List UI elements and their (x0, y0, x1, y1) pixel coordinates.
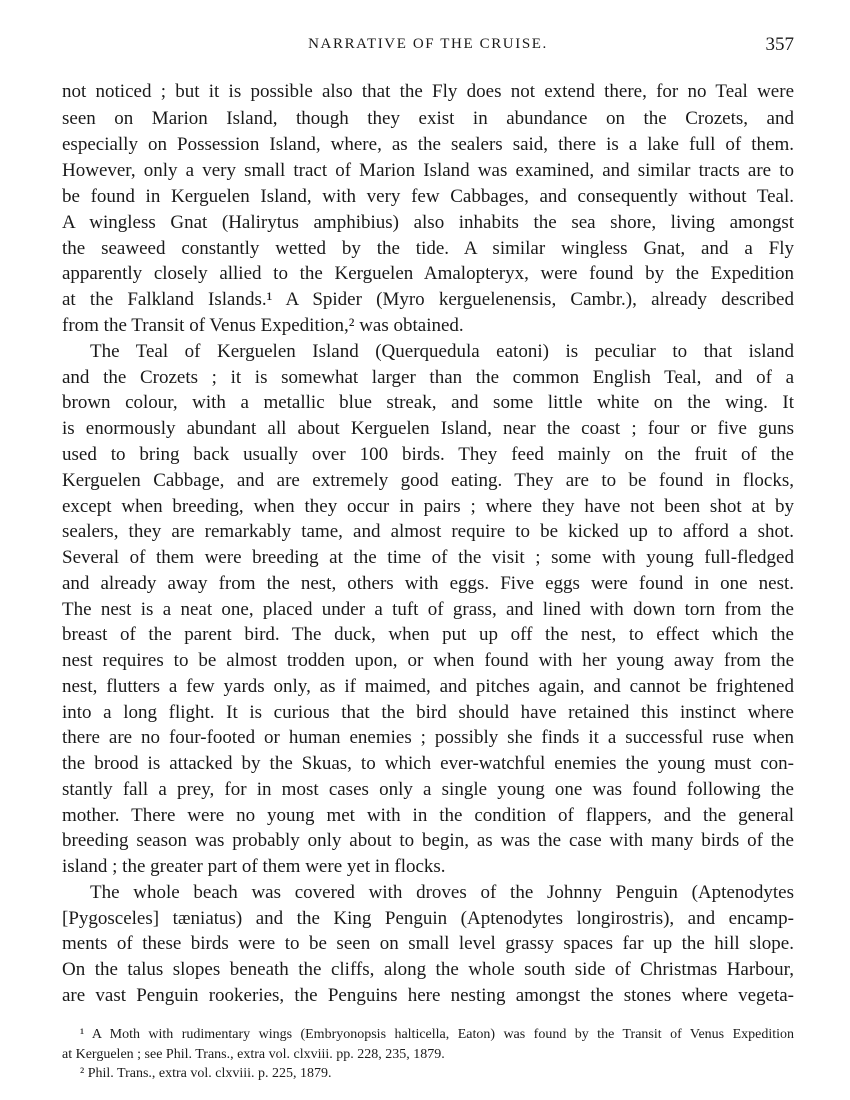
text-line: Kerguelen Cabbage, and are extremely good eating. They are to be found in flocks, (62, 470, 794, 491)
text-line: However, only a very small tract of Marion Island was examined, and similar tracts are to (62, 160, 794, 181)
text-line: apparently closely allied to the Kerguelen Amalopteryx, were found by the Expedition (62, 263, 794, 284)
text-line: nest, flutters a few yards only, as if maimed, and pitches again, and cannot be frightened (62, 676, 794, 697)
running-title: NARRATIVE OF THE CRUISE. (308, 36, 548, 52)
text-line: breast of the parent bird. The duck, when put up off the nest, to effect which the (62, 624, 794, 645)
text-line: especially on Possession Island, where, as the sealers said, there is a lake full of them. (62, 134, 794, 155)
page-number: 357 (765, 34, 794, 55)
text-line: sealers, they are remarkably tame, and almost require to be kicked up to afford a shot. (62, 521, 794, 542)
footnote-line: ² Phil. Trans., extra vol. clxviii. p. 225, 1879. (80, 1066, 332, 1081)
text-line: Several of them were breeding at the time of the visit ; some with young full-fledged (62, 547, 794, 568)
text-line: into a long flight. It is curious that the bird should have retained this instinct where (62, 702, 794, 723)
text-line: The nest is a neat one, placed under a tuft of grass, and lined with down torn from the (62, 599, 794, 620)
text-line: there are no four-footed or human enemies ; possibly she finds it a successful ruse when (62, 727, 794, 748)
text-line: breeding season was probably only about to begin, as was the case with many birds of the (62, 830, 794, 851)
text-line: and the Crozets ; it is somewhat larger than the common English Teal, and of a (62, 367, 794, 388)
text-line: island ; the greater part of them were yet in flocks. (62, 856, 446, 877)
text-line: except when breeding, when they occur in pairs ; where they have not been shot at by (62, 496, 794, 517)
text-line: and already away from the nest, others with eggs. Five eggs were found in one nest. (62, 573, 794, 594)
text-line: mother. There were no young met with in the condition of flappers, and the general (62, 805, 794, 826)
text-line: be found in Kerguelen Island, with very few Cabbages, and consequently without Teal. (62, 186, 794, 207)
text-line: stantly fall a prey, for in most cases only a single young one was found following the (62, 779, 794, 800)
text-line: nest requires to be almost trodden upon, or when found with her young away from the (62, 650, 794, 671)
text-line: The whole beach was covered with droves of the Johnny Penguin (Aptenodytes (90, 882, 794, 903)
text-line: [Pygosceles] tæniatus) and the King Penguin (Aptenodytes longirostris), and encamp- (62, 908, 794, 929)
text-line: The Teal of Kerguelen Island (Querquedula eatoni) is peculiar to that island (90, 341, 794, 362)
text-line: On the talus slopes beneath the cliffs, along the whole south side of Christmas Harbour, (62, 959, 794, 980)
text-line: brown colour, with a metallic blue streak, and some little white on the wing. It (62, 392, 794, 413)
text-line: the brood is attacked by the Skuas, to which ever-watchful enemies the young must con- (62, 753, 794, 774)
footnote-line: at Kerguelen ; see Phil. Trans., extra vol. clxviii. pp. 228, 235, 1879. (62, 1047, 445, 1062)
text-line: from the Transit of Venus Expedition,² was obtained. (62, 315, 464, 336)
text-line: not noticed ; but it is possible also that the Fly does not extend there, for no Teal were (62, 81, 794, 102)
text-line: is enormously abundant all about Kerguelen Island, near the coast ; four or five guns (62, 418, 794, 439)
text-line: used to bring back usually over 100 birds. They feed mainly on the fruit of the (62, 444, 794, 465)
text-line: are vast Penguin rookeries, the Penguins here nesting amongst the stones where vegeta- (62, 985, 794, 1006)
text-line: seen on Marion Island, though they exist in abundance on the Crozets, and (62, 108, 794, 129)
text-line: the seaweed constantly wetted by the tide. A similar wingless Gnat, and a Fly (62, 238, 794, 259)
running-head (62, 36, 794, 60)
text-line: A wingless Gnat (Halirytus amphibius) also inhabits the sea shore, living amongst (62, 212, 794, 233)
text-line: at the Falkland Islands.¹ A Spider (Myro kerguelenensis, Cambr.), already described (62, 289, 794, 310)
footnote-line: ¹ A Moth with rudimentary wings (Embryonopsis halticella, Eaton) was found by the Transit of Venus Expedition (80, 1027, 794, 1042)
text-line: ments of these birds were to be seen on small level grassy spaces far up the hill slope. (62, 933, 794, 954)
